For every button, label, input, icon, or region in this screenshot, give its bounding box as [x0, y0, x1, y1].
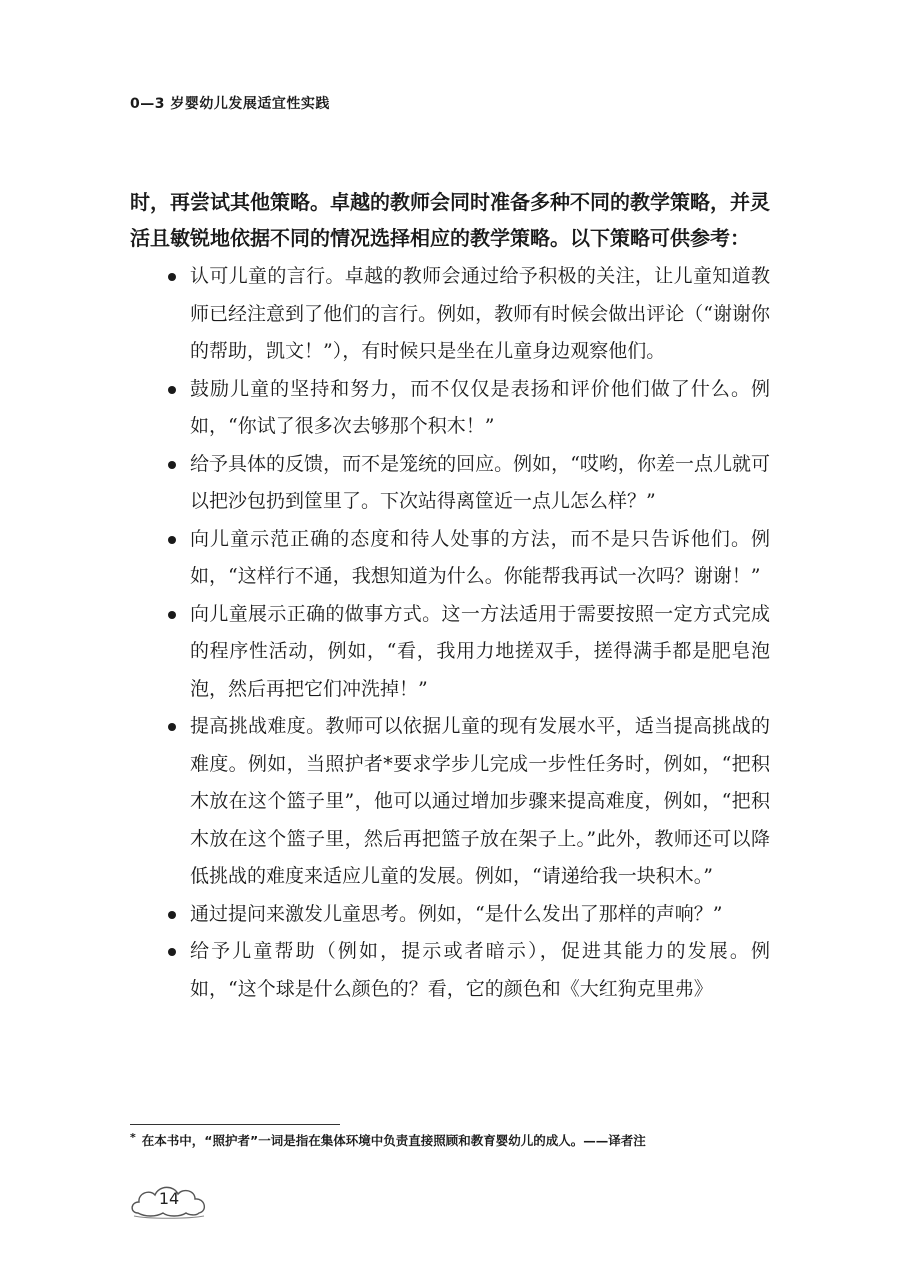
running-header: 0—3 岁婴幼儿发展适宜性实践	[130, 96, 330, 112]
footnote	[130, 1131, 646, 1149]
bullet-icon	[168, 948, 176, 956]
strategy-item	[130, 933, 770, 1008]
strategy-item	[130, 258, 770, 371]
bullet-icon	[168, 273, 176, 281]
main-text	[130, 184, 770, 1008]
strategy-list	[130, 258, 770, 1008]
footnote-marker: *	[130, 1131, 136, 1144]
page-number: 14	[158, 1189, 180, 1208]
strategy-item	[130, 896, 770, 934]
strategy-text: 向儿童展示正确的做事方式。这一方法适用于需要按照一定方式完成的程序性活动，例如，“看，我用力地搓双手，搓得满手都是肥皂泡泡，然后再把它们冲洗掉！”	[190, 602, 770, 700]
strategy-text: 向儿童示范正确的态度和待人处事的方法，而不是只告诉他们。例如，“这样行不通，我想知道为什么。你能帮我再试一次吗？谢谢！”	[190, 527, 770, 587]
bullet-icon	[168, 911, 176, 919]
strategy-item	[130, 521, 770, 596]
strategy-item	[130, 708, 770, 896]
strategy-item	[130, 596, 770, 709]
bullet-icon	[168, 723, 176, 731]
strategy-text: 鼓励儿童的坚持和努力，而不仅仅是表扬和评价他们做了什么。例如，“你试了很多次去够那个积木！”	[190, 377, 770, 437]
strategy-item	[130, 446, 770, 521]
strategy-item	[130, 371, 770, 446]
footnote-divider	[130, 1124, 340, 1125]
bullet-icon	[168, 386, 176, 394]
intro-paragraph: 时，再尝试其他策略。卓越的教师会同时准备多种不同的教学策略，并灵活且敏锐地依据不同的情况选择相应的教学策略。以下策略可供参考：	[130, 190, 770, 250]
strategy-text: 通过提问来激发儿童思考。例如，“是什么发出了那样的声响？”	[190, 902, 723, 925]
footnote-text: 在本书中，“照护者”一词是指在集体环境中负责直接照顾和教育婴幼儿的成人。——译者注	[141, 1133, 646, 1148]
strategy-text: 给予具体的反馈，而不是笼统的回应。例如，“哎哟，你差一点儿就可以把沙包扔到筐里了。下次站得离筐近一点儿怎么样？”	[190, 452, 770, 512]
bullet-icon	[168, 611, 176, 619]
strategy-text: 给予儿童帮助（例如，提示或者暗示），促进其能力的发展。例如，“这个球是什么颜色的？看，它的颜色和《大红狗克里弗》	[190, 940, 770, 1000]
bullet-icon	[168, 461, 176, 469]
strategy-text: 提高挑战难度。教师可以依据儿童的现有发展水平，适当提高挑战的难度。例如，当照护者*要求学步儿完成一步性任务时，例如，“把积木放在这个篮子里”，他可以通过增加步骤来提高难度，例如，“把积木放在这个篮子里，然后再把篮子放在架子上。”此外，教师还可以降低挑战的难度来适应儿童的发展。例如，“请递给我一块积木。”	[190, 715, 770, 887]
bullet-icon	[168, 536, 176, 544]
strategy-text: 认可儿童的言行。卓越的教师会通过给予积极的关注，让儿童知道教师已经注意到了他们的言行。例如，教师有时候会做出评论（“谢谢你的帮助，凯文！”），有时候只是坐在儿童身边观察他们。	[190, 265, 770, 362]
